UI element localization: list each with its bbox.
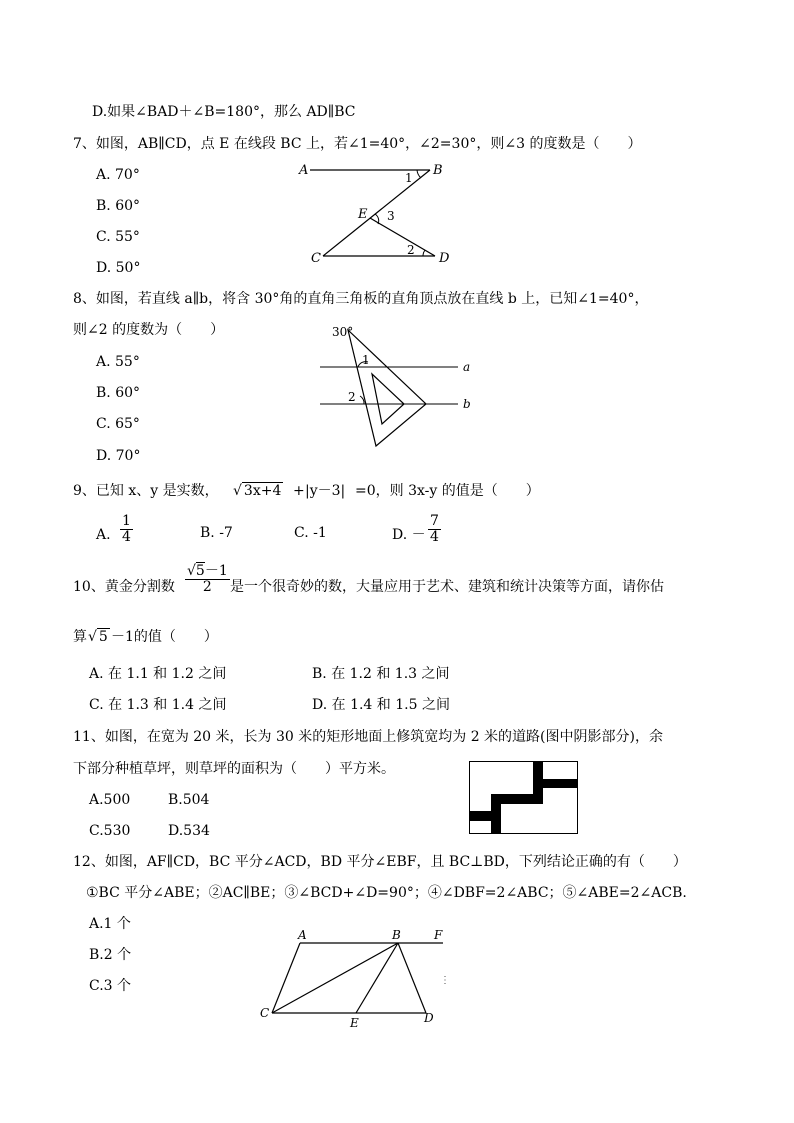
q8-angle-1: 1	[362, 353, 370, 367]
q11-stem-line1: 11、如图，在宽为 20 米，长为 30 米的矩形地面上修筑宽均为 2 米的道路(图中阴影部分)，余	[73, 729, 663, 745]
q7-figure	[295, 158, 465, 268]
q7-option-a: A. 70°	[96, 167, 140, 183]
q6-option-d: D.如果∠BAD＋∠B=180°，那么 AD∥BC	[92, 104, 356, 120]
q12-dots: ⋮	[440, 975, 450, 986]
q9-sqrt-body: 3x+4	[243, 483, 282, 499]
q10-option-b: B. 在 1.2 和 1.3 之间	[312, 666, 450, 682]
q10-suffix: 是一个很奇妙的数，大量应用于艺术、建筑和统计决策等方面，请你估	[230, 579, 664, 595]
q12-stem: 12、如图，AF∥CD，BC 平分∠ACD，BD 平分∠EBF，且 BC⊥BD，下列结论正确的有（ ）	[73, 854, 687, 870]
q8-angle-2: 2	[348, 390, 356, 404]
q12-label-a: A	[298, 928, 307, 942]
q12-label-b: B	[392, 928, 401, 942]
q9-option-a-den: 4	[122, 529, 131, 545]
q9-abs: |y－3|	[305, 483, 346, 499]
q8-line-b: b	[463, 397, 471, 411]
q9-plus: +	[293, 483, 305, 499]
q9-option-d-num: 7	[430, 513, 439, 529]
q8-stem-line2: 则∠2 的度数为（ ）	[73, 322, 225, 338]
q9-option-d-label: D. －	[392, 527, 426, 543]
q8-option-b: B. 60°	[96, 385, 141, 401]
q8-option-d: D. 70°	[96, 448, 141, 464]
q10-frac-rest: －1	[204, 563, 228, 579]
q12-option-a: A.1 个	[89, 916, 131, 932]
q7-option-d: D. 50°	[96, 260, 141, 276]
q9-eq: =0，则 3x-y 的值是（ ）	[355, 483, 540, 499]
q10-option-d: D. 在 1.4 和 1.5 之间	[312, 697, 450, 713]
q10-line2-root: 5	[98, 629, 108, 645]
q10-option-c: C. 在 1.3 和 1.4 之间	[89, 697, 227, 713]
q9-option-d-frac	[428, 514, 441, 545]
q9-option-b: B. -7	[200, 525, 233, 541]
q9-sqrt: √ 3x+4	[233, 483, 282, 499]
q10-line2-sqrt: √ 5	[88, 629, 108, 645]
q10-frac-den: 2	[202, 579, 212, 595]
q8-figure	[318, 322, 478, 452]
q9-abs-body: y－3	[309, 483, 341, 499]
q12-figure	[258, 925, 458, 1035]
q12-label-d: D	[424, 1011, 434, 1025]
q11-option-a: A.500	[89, 792, 131, 808]
q10-option-a: A. 在 1.1 和 1.2 之间	[89, 666, 227, 682]
q12-conclusions: ①BC 平分∠ABE；②AC∥BE；③∠BCD+∠D=90°；④∠DBF=2∠ABC；⑤∠ABE=2∠ACB.	[86, 885, 687, 901]
q12-option-c: C.3 个	[89, 978, 132, 994]
q11-stem-line2: 下部分种植草坪，则草坪的面积为（ ）平方米。	[73, 761, 395, 777]
q8-option-c: C. 65°	[96, 416, 140, 432]
q10-frac-root: 5	[195, 563, 205, 579]
q7-label-e: E	[358, 207, 368, 222]
q7-label-b: B	[433, 163, 443, 178]
q12-label-f: F	[434, 928, 443, 942]
q7-stem: 7、如图，AB∥CD，点 E 在线段 BC 上，若∠1=40°，∠2=30°，则∠3 的度数是（ ）	[73, 136, 642, 152]
q11-figure	[469, 761, 579, 835]
q7-angle-1: 1	[405, 171, 413, 185]
q8-option-a: A. 55°	[96, 354, 140, 370]
q9-option-c: C. -1	[294, 525, 327, 541]
q12-label-c: C	[260, 1006, 270, 1020]
q9-option-a-label: A.	[96, 527, 111, 543]
q10-golden-frac: $\frac{√5-1}{2}$	[187, 563, 228, 595]
q10-prefix: 10、黄金分割数	[73, 579, 175, 595]
q7-label-d: D	[439, 251, 450, 266]
q12-option-b: B.2 个	[89, 947, 132, 963]
q10-line2-prefix: 算	[73, 629, 87, 645]
q9-option-a-frac	[120, 514, 133, 545]
q8-line-a: a	[463, 360, 471, 374]
q9-option-d-den: 4	[430, 529, 439, 545]
q11-option-d: D.534	[168, 823, 210, 839]
q7-option-b: B. 60°	[96, 198, 141, 214]
q7-label-c: C	[311, 251, 321, 266]
q8-angle-30: 30°	[332, 325, 354, 339]
q8-stem-line1: 8、如图，若直线 a∥b，将含 30°角的直角三角板的直角顶点放在直线 b 上，已知∠1=40°，	[73, 291, 649, 307]
q7-angle-3: 3	[387, 209, 395, 223]
q12-label-e: E	[350, 1016, 359, 1030]
q9-option-a-num: 1	[122, 513, 131, 529]
q10-line2-suffix: －1的值（ ）	[111, 629, 218, 645]
q7-angle-2: 2	[407, 243, 415, 257]
q11-option-b: B.504	[168, 792, 210, 808]
q9-prefix: 9、已知 x、y 是实数，	[73, 483, 219, 499]
q7-option-c: C. 55°	[96, 229, 140, 245]
q11-option-c: C.530	[89, 823, 131, 839]
q7-label-a: A	[299, 163, 309, 178]
